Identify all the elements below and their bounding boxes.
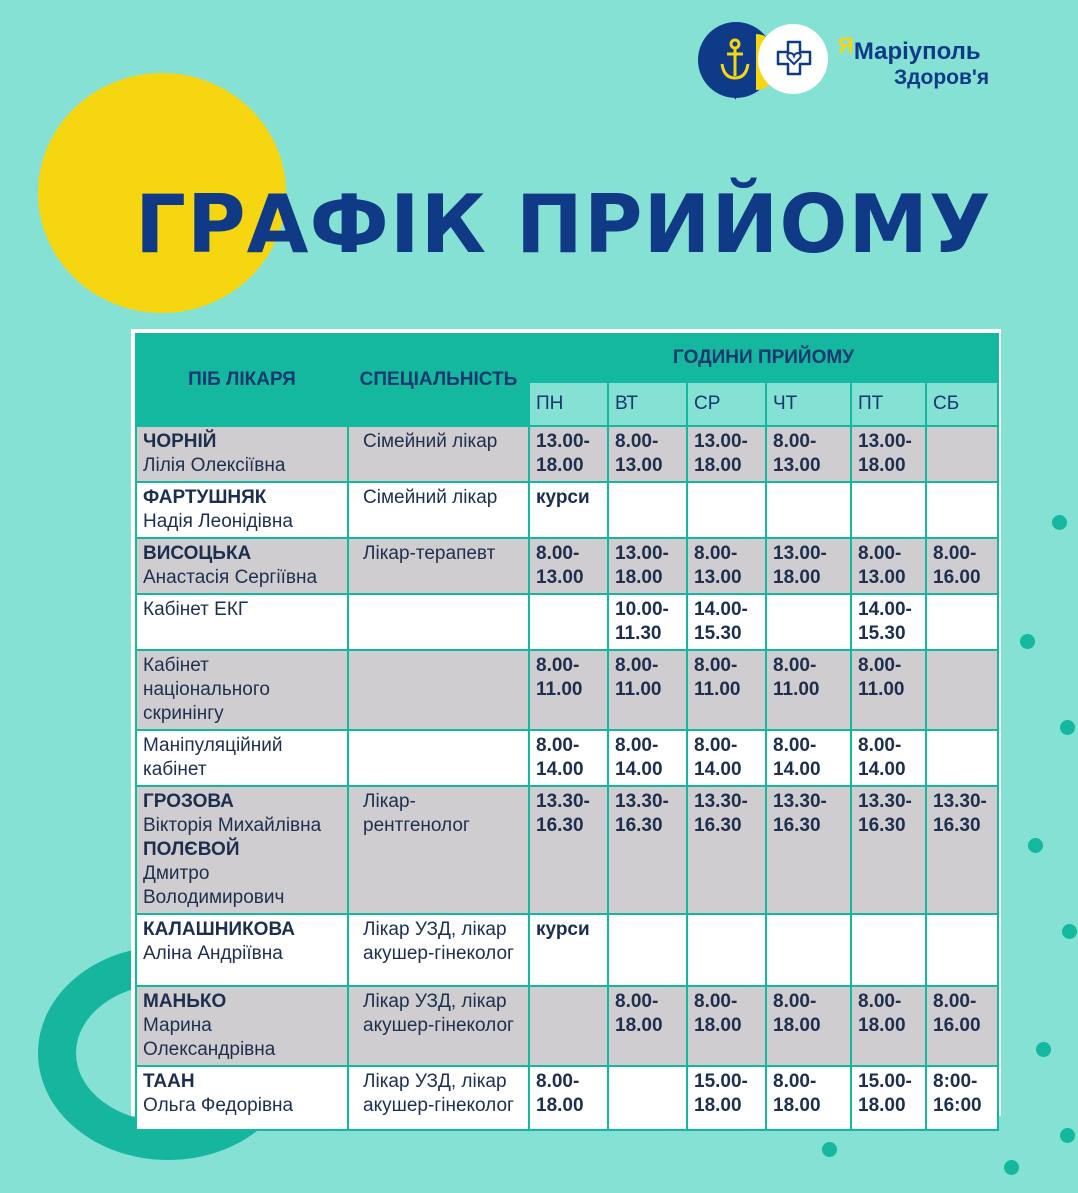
hours-cell-СР [687, 914, 766, 986]
hours-cell-ПТ: 13.00-18.00 [851, 426, 926, 482]
table-row [136, 538, 998, 594]
hours-cell-ЧТ [766, 482, 851, 538]
hours-cell-ПН: 8.00-14.00 [529, 730, 608, 786]
header-day: ПН [529, 382, 608, 426]
medical-cross-heart-icon [776, 40, 812, 76]
hours-cell-ВТ: 8.00-14.00 [608, 730, 687, 786]
hours-cell-ВТ: 10.00-11.30 [608, 594, 687, 650]
hours-cell-ПН [529, 986, 608, 1066]
logo-speech-tail [724, 84, 736, 100]
hours-cell-ПН: 13.00-18.00 [529, 426, 608, 482]
hours-cell-ПН: курси [529, 482, 608, 538]
hours-cell-ЧТ: 8.00-14.00 [766, 730, 851, 786]
hours-cell-ПТ: 13.30-16.30 [851, 786, 926, 914]
doctor-surname: ТААН [143, 1071, 195, 1092]
doctor-surname: КАЛАШНИКОВА [143, 919, 295, 940]
hours-cell-СБ: 13.30-16.30 [926, 786, 998, 914]
hours-cell-ЧТ: 13.00-18.00 [766, 538, 851, 594]
hours-cell-ПН: 8.00-13.00 [529, 538, 608, 594]
hours-cell-СР: 14.00-15.30 [687, 594, 766, 650]
specialty-cell: Лікар УЗД, лікар акушер-гінеколог [348, 914, 529, 986]
hours-cell-СБ [926, 482, 998, 538]
schedule-table [135, 333, 999, 1131]
hours-cell-СБ [926, 426, 998, 482]
doctor-name-cell [136, 730, 348, 786]
brand-ya: Я [838, 33, 854, 58]
hours-cell-СБ: 8.00-16.00 [926, 986, 998, 1066]
hours-cell-ЧТ [766, 594, 851, 650]
hours-cell-ЧТ: 8.00-11.00 [766, 650, 851, 730]
hours-cell-СР: 15.00-18.00 [687, 1066, 766, 1130]
specialty-cell: Лікар-терапевт [348, 538, 529, 594]
hours-cell-ВТ: 8.00-18.00 [608, 986, 687, 1066]
doctor-name-cell [136, 650, 348, 730]
hours-cell-СБ: 8:00-16:00 [926, 1066, 998, 1130]
specialty-cell: Сімейний лікар [348, 426, 529, 482]
table-row [136, 426, 998, 482]
hours-cell-ЧТ: 13.30-16.30 [766, 786, 851, 914]
header-day: ЧТ [766, 382, 851, 426]
doctor-name-cell [136, 786, 348, 914]
brand-logo [698, 22, 1018, 102]
header-day: СБ [926, 382, 998, 426]
doctor-given-name: Надія Леонідівна [143, 511, 293, 532]
doctor-given-name: Кабінет національного скринінгу [143, 655, 270, 724]
doctor-given-name: Ольга Федорівна [143, 1095, 294, 1116]
header-day: СР [687, 382, 766, 426]
table-row [136, 986, 998, 1066]
hours-cell-ВТ [608, 914, 687, 986]
doctor-given-name: Маніпуляційний кабінет [143, 735, 283, 780]
hours-cell-ПН [529, 594, 608, 650]
specialty-cell [348, 730, 529, 786]
hours-cell-ПТ: 15.00-18.00 [851, 1066, 926, 1130]
hours-cell-ПТ: 8.00-11.00 [851, 650, 926, 730]
doctor-given-name: Марина Олександрівна [143, 1015, 276, 1060]
hours-cell-СР: 13.00-18.00 [687, 426, 766, 482]
table-row [136, 650, 998, 730]
doctor-name-cell [136, 482, 348, 538]
hours-cell-СР: 8.00-18.00 [687, 986, 766, 1066]
hours-cell-ЧТ: 8.00-13.00 [766, 426, 851, 482]
hours-cell-ПТ: 8.00-13.00 [851, 538, 926, 594]
doctor-given-name: Дмитро Володимирович [143, 863, 285, 908]
doctor-name-cell [136, 914, 348, 986]
hours-cell-СР: 8.00-11.00 [687, 650, 766, 730]
doctor-surname: ВИСОЦЬКА [143, 543, 252, 564]
doctor-surname: МАНЬКО [143, 991, 227, 1012]
doctor-name-cell [136, 986, 348, 1066]
hours-cell-ВТ: 13.00-18.00 [608, 538, 687, 594]
hours-cell-ЧТ: 8.00-18.00 [766, 986, 851, 1066]
hours-cell-ПН: 8.00-18.00 [529, 1066, 608, 1130]
doctor-name-cell [136, 426, 348, 482]
doctor-surname: ЧОРНІЙ [143, 431, 217, 452]
specialty-cell [348, 594, 529, 650]
hours-cell-ПН: 13.30-16.30 [529, 786, 608, 914]
table-row [136, 914, 998, 986]
hours-cell-ПТ: 8.00-14.00 [851, 730, 926, 786]
hours-cell-ПТ [851, 482, 926, 538]
hours-cell-СР: 8.00-13.00 [687, 538, 766, 594]
hours-cell-СР [687, 482, 766, 538]
header-name: ПІБ ЛІКАРЯ [136, 334, 348, 426]
doctor-name-cell [136, 1066, 348, 1130]
brand-name-line2: Здоров'я [894, 66, 990, 89]
hours-cell-СР: 8.00-14.00 [687, 730, 766, 786]
doctor-given-name: Кабінет ЕКГ [143, 599, 249, 620]
table-row [136, 1066, 998, 1130]
hours-cell-СБ [926, 650, 998, 730]
doctor-given-name: Вікторія Михайлівна [143, 815, 322, 836]
hours-cell-СР: 13.30-16.30 [687, 786, 766, 914]
doctor-given-name: Аліна Андріївна [143, 943, 283, 964]
hours-cell-СБ [926, 914, 998, 986]
specialty-cell: Лікар УЗД, лікар акушер-гінеколог [348, 986, 529, 1066]
doctor-surname: ФАРТУШНЯК [143, 487, 267, 508]
table-row [136, 594, 998, 650]
hours-cell-ВТ: 8.00-11.00 [608, 650, 687, 730]
hours-cell-ПТ: 14.00-15.30 [851, 594, 926, 650]
schedule-table-container [131, 329, 1001, 1116]
specialty-cell [348, 650, 529, 730]
header-hours: ГОДИНИ ПРИЙОМУ [529, 334, 998, 382]
doctor-given-name: Лілія Олексіївна [143, 455, 286, 476]
specialty-cell: Лікар-рентгенолог [348, 786, 529, 914]
hours-cell-ВТ: 13.30-16.30 [608, 786, 687, 914]
hours-cell-ПТ: 8.00-18.00 [851, 986, 926, 1066]
doctor-surname: ГРОЗОВА [143, 791, 234, 812]
specialty-cell: Лікар УЗД, лікар акушер-гінеколог [348, 1066, 529, 1130]
table-row [136, 786, 998, 914]
header-day: ПТ [851, 382, 926, 426]
hours-cell-ВТ [608, 482, 687, 538]
hours-cell-ПН: 8.00-11.00 [529, 650, 608, 730]
doctor-surname: ПОЛЄВОЙ [143, 839, 240, 860]
page-title: ГРАФІК ПРИЙОМУ [135, 178, 992, 271]
doctor-name-cell [136, 538, 348, 594]
hours-cell-ПН: курси [529, 914, 608, 986]
header-specialty: СПЕЦІАЛЬНІСТЬ [348, 334, 529, 426]
anchor-icon [718, 38, 752, 82]
doctor-given-name: Анастасія Сергіївна [143, 567, 318, 588]
table-row [136, 482, 998, 538]
hours-cell-СБ [926, 730, 998, 786]
specialty-cell: Сімейний лікар [348, 482, 529, 538]
hours-cell-СБ [926, 594, 998, 650]
brand-name-line1: ЯМаріуполь [838, 33, 981, 65]
doctor-name-cell [136, 594, 348, 650]
hours-cell-ВТ [608, 1066, 687, 1130]
hours-cell-ЧТ [766, 914, 851, 986]
hours-cell-ЧТ: 8.00-18.00 [766, 1066, 851, 1130]
hours-cell-СБ: 8.00-16.00 [926, 538, 998, 594]
hours-cell-ПТ [851, 914, 926, 986]
table-row [136, 730, 998, 786]
hours-cell-ВТ: 8.00-13.00 [608, 426, 687, 482]
header-day: ВТ [608, 382, 687, 426]
